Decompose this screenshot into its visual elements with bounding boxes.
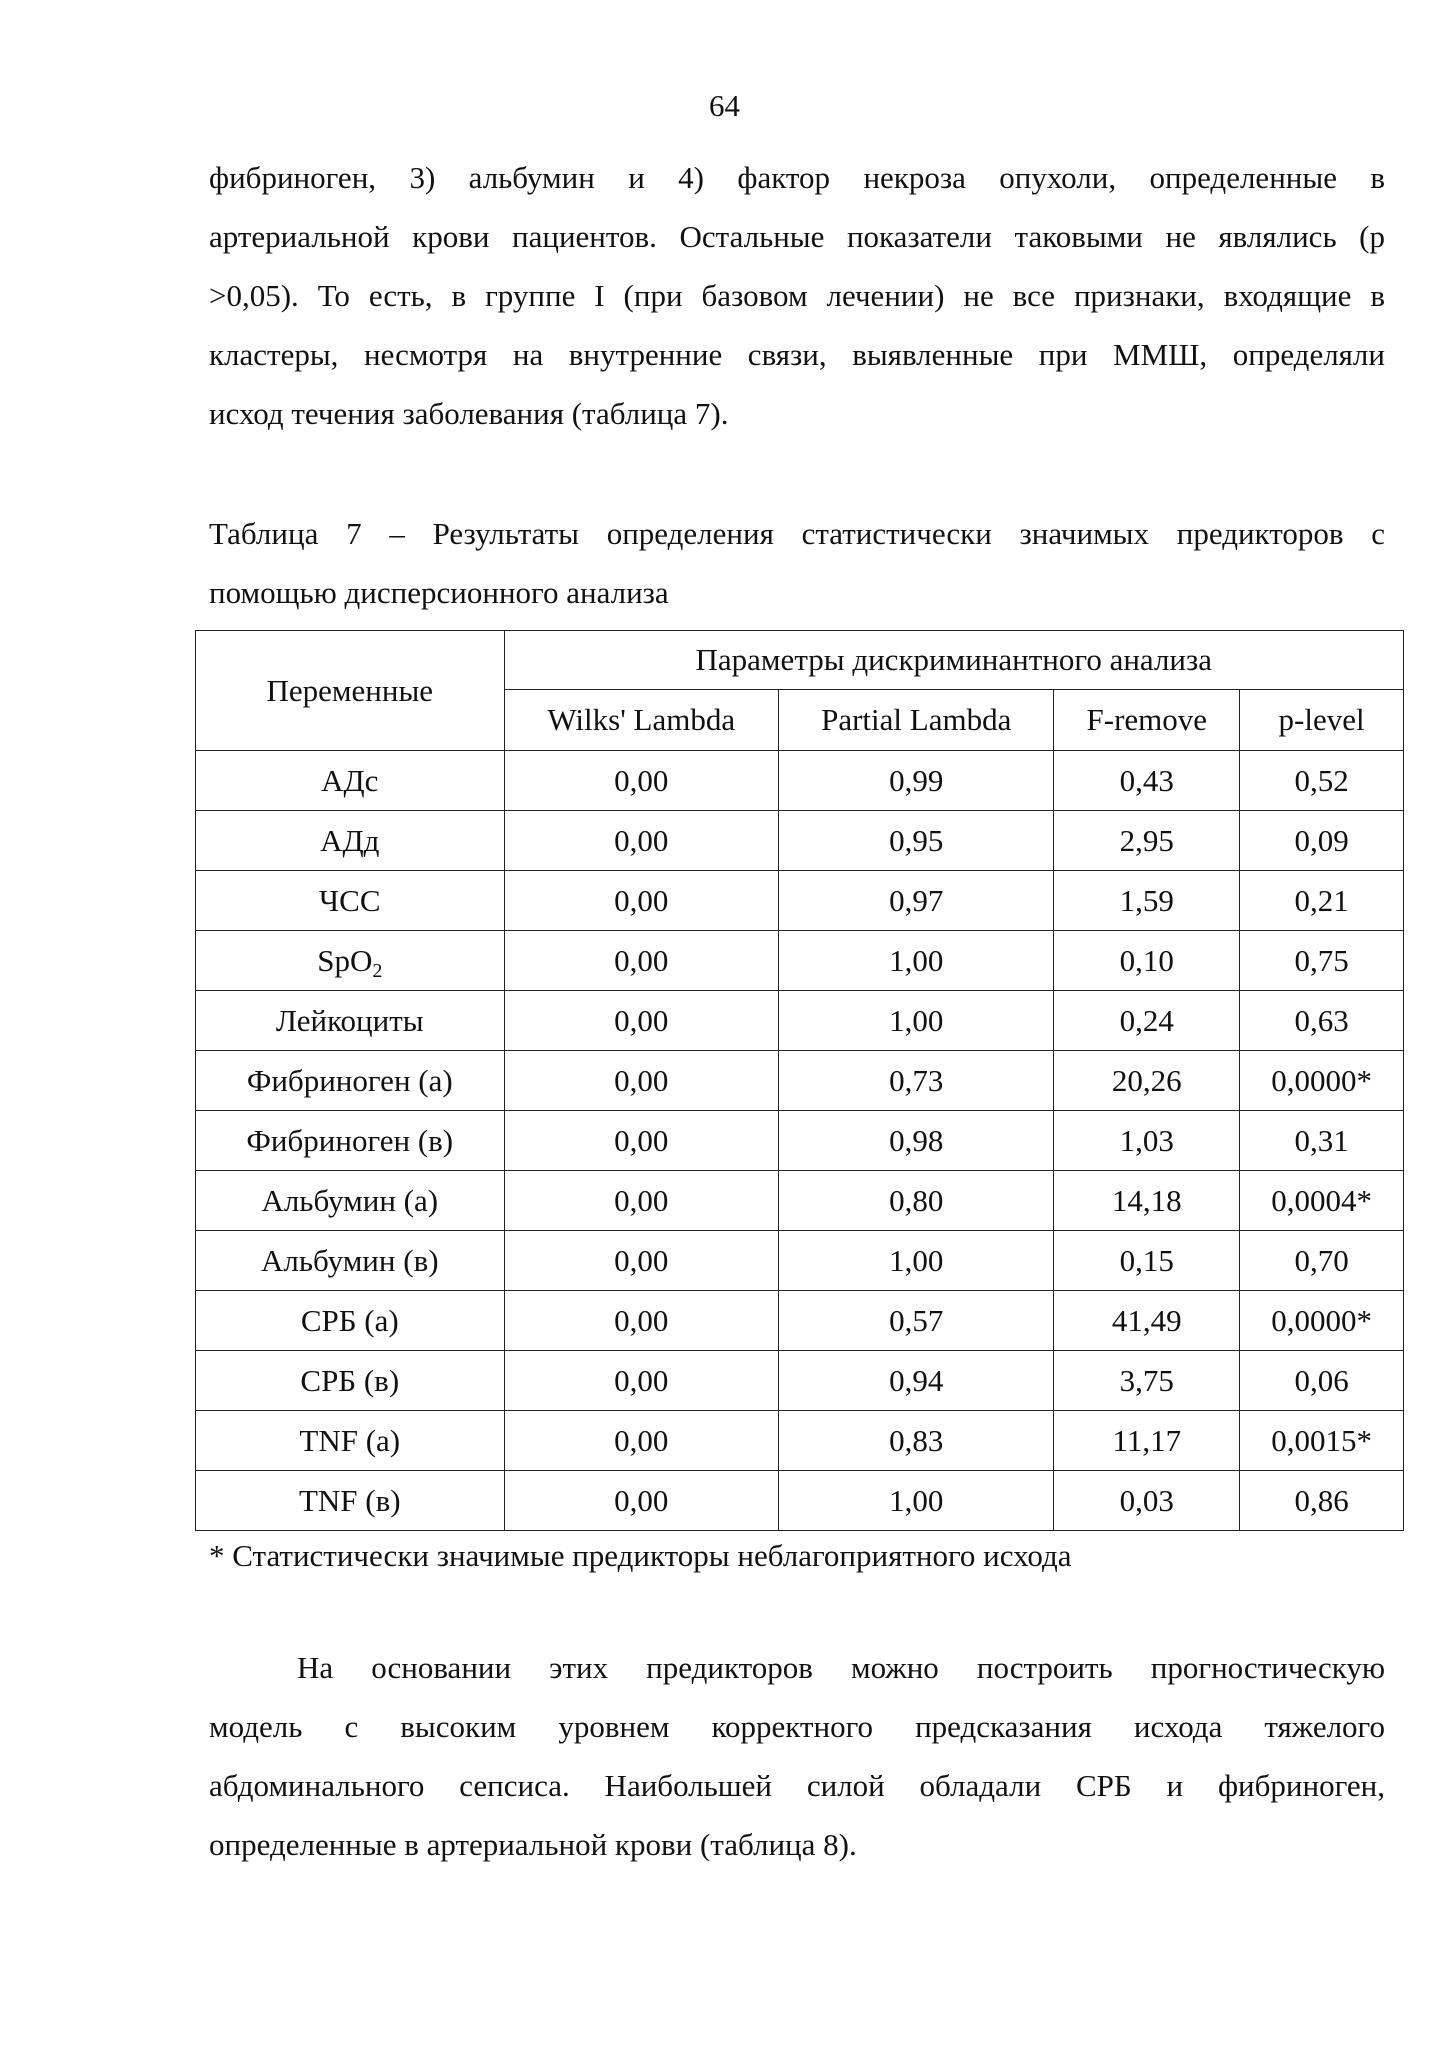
value-cell: 0,00 bbox=[504, 811, 778, 871]
variable-name-cell bbox=[196, 1291, 505, 1351]
text-line: кластеры, несмотря на внутренние связи, выявленные при ММШ, определяли bbox=[209, 337, 1385, 372]
variable-name: TNF (в) bbox=[298, 1482, 401, 1518]
value-cell: 0,03 bbox=[1054, 1471, 1240, 1531]
value-cell: 1,00 bbox=[779, 991, 1054, 1051]
value-cell: 0,00 bbox=[504, 871, 778, 931]
table-footnote: * Статистически значимые предикторы неблагоприятного исхода bbox=[209, 1538, 1072, 1573]
variable-name: АДд bbox=[320, 822, 380, 858]
value-cell: 1,00 bbox=[779, 931, 1054, 991]
conclusion-paragraph bbox=[209, 1638, 1385, 1874]
value-cell: 0,00 bbox=[504, 1351, 778, 1411]
variable-name-cell bbox=[196, 1231, 505, 1291]
variable-name-cell bbox=[196, 931, 505, 991]
value-cell: 0,31 bbox=[1240, 1111, 1404, 1171]
value-cell: 0,00 bbox=[504, 1051, 778, 1111]
value-cell: 41,49 bbox=[1054, 1291, 1240, 1351]
value-cell: 0,99 bbox=[779, 751, 1054, 811]
value-cell: 0,00 bbox=[504, 751, 778, 811]
variable-name: Фибриноген (а) bbox=[246, 1062, 453, 1098]
value-cell: 0,80 bbox=[779, 1171, 1054, 1231]
value-cell: 0,09 bbox=[1240, 811, 1404, 871]
value-cell: 0,73 bbox=[779, 1051, 1054, 1111]
variable-name-cell bbox=[196, 811, 505, 871]
value-cell: 0,00 bbox=[504, 1231, 778, 1291]
value-cell: 1,03 bbox=[1054, 1111, 1240, 1171]
text-line: >0,05). То есть, в группе I (при базовом лечении) не все признаки, входящие в bbox=[209, 278, 1385, 313]
variable-name-cell bbox=[196, 1111, 505, 1171]
value-cell: 0,94 bbox=[779, 1351, 1054, 1411]
value-cell: 0,0004* bbox=[1240, 1171, 1404, 1231]
table-row bbox=[196, 931, 1404, 991]
value-cell: 0,0000* bbox=[1240, 1051, 1404, 1111]
variable-name-cell bbox=[196, 1411, 505, 1471]
variable-name-cell bbox=[196, 1351, 505, 1411]
group-header: Параметры дискриминантного анализа bbox=[504, 631, 1403, 690]
table-row bbox=[196, 1291, 1404, 1351]
value-cell: 0,63 bbox=[1240, 991, 1404, 1051]
table-row bbox=[196, 1051, 1404, 1111]
value-cell: 0,00 bbox=[504, 1111, 778, 1171]
table-row bbox=[196, 1471, 1404, 1531]
variable-name-cell bbox=[196, 751, 505, 811]
value-cell: 1,59 bbox=[1054, 871, 1240, 931]
value-cell: 2,95 bbox=[1054, 811, 1240, 871]
table-caption bbox=[209, 504, 1385, 622]
variable-name-cell bbox=[196, 1171, 505, 1231]
variable-name: TNF (а) bbox=[299, 1422, 401, 1458]
column-header: p-level bbox=[1240, 690, 1404, 751]
text-line: На основании этих предикторов можно построить прогностическую bbox=[297, 1650, 1385, 1685]
table-row bbox=[196, 1411, 1404, 1471]
text-line: модель с высоким уровнем корректного предсказания исхода тяжелого bbox=[209, 1709, 1385, 1744]
variable-name: АДс bbox=[321, 762, 379, 798]
column-header: F-remove bbox=[1054, 690, 1240, 751]
value-cell: 0,00 bbox=[504, 1171, 778, 1231]
value-cell: 0,98 bbox=[779, 1111, 1054, 1171]
variable-name-cell bbox=[196, 871, 505, 931]
value-cell: 0,97 bbox=[779, 871, 1054, 931]
value-cell: 0,15 bbox=[1054, 1231, 1240, 1291]
variable-name: Лейкоциты bbox=[275, 1002, 424, 1038]
value-cell: 0,10 bbox=[1054, 931, 1240, 991]
value-cell: 11,17 bbox=[1054, 1411, 1240, 1471]
value-cell: 14,18 bbox=[1054, 1171, 1240, 1231]
variable-name-cell bbox=[196, 991, 505, 1051]
value-cell: 0,00 bbox=[504, 991, 778, 1051]
value-cell: 0,06 bbox=[1240, 1351, 1404, 1411]
table-row bbox=[196, 1351, 1404, 1411]
value-cell: 1,00 bbox=[779, 1231, 1054, 1291]
variable-subscript: 2 bbox=[372, 959, 383, 982]
variables-header: Переменные bbox=[196, 631, 505, 751]
value-cell: 0,75 bbox=[1240, 931, 1404, 991]
page-number: 64 bbox=[709, 88, 740, 123]
value-cell: 0,0015* bbox=[1240, 1411, 1404, 1471]
text-line: фибриноген, 3) альбумин и 4) фактор некроза опухоли, определенные в bbox=[209, 160, 1385, 195]
column-header: Partial Lambda bbox=[779, 690, 1054, 751]
value-cell: 0,95 bbox=[779, 811, 1054, 871]
value-cell: 0,86 bbox=[1240, 1471, 1404, 1531]
value-cell: 20,26 bbox=[1054, 1051, 1240, 1111]
value-cell: 0,00 bbox=[504, 931, 778, 991]
value-cell: 0,00 bbox=[504, 1411, 778, 1471]
table-body bbox=[196, 751, 1404, 1531]
variable-name: Альбумин (а) bbox=[261, 1182, 439, 1218]
variable-name-cell bbox=[196, 1051, 505, 1111]
variable-name-cell bbox=[196, 1471, 505, 1531]
table-row bbox=[196, 811, 1404, 871]
variable-name: ЧСС bbox=[319, 882, 381, 918]
value-cell: 0,0000* bbox=[1240, 1291, 1404, 1351]
text-line: исход течения заболевания (таблица 7). bbox=[209, 396, 729, 431]
text-line: определенные в артериальной крови (таблица 8). bbox=[209, 1827, 857, 1862]
table-row bbox=[196, 991, 1404, 1051]
variable-name: Фибриноген (в) bbox=[246, 1122, 454, 1158]
results-table bbox=[195, 630, 1404, 1531]
value-cell: 0,52 bbox=[1240, 751, 1404, 811]
value-cell: 0,70 bbox=[1240, 1231, 1404, 1291]
variable-name: SpO bbox=[317, 942, 373, 978]
value-cell: 0,83 bbox=[779, 1411, 1054, 1471]
column-header: Wilks' Lambda bbox=[504, 690, 778, 751]
value-cell: 0,24 bbox=[1054, 991, 1240, 1051]
value-cell: 1,00 bbox=[779, 1471, 1054, 1531]
variable-name: СРБ (а) bbox=[300, 1302, 399, 1338]
value-cell: 0,43 bbox=[1054, 751, 1240, 811]
value-cell: 0,57 bbox=[779, 1291, 1054, 1351]
value-cell: 0,21 bbox=[1240, 871, 1404, 931]
intro-paragraph bbox=[209, 148, 1385, 443]
table-row bbox=[196, 1231, 1404, 1291]
table-row bbox=[196, 1111, 1404, 1171]
variable-name: СРБ (в) bbox=[300, 1362, 400, 1398]
caption-line: помощью дисперсионного анализа bbox=[209, 575, 669, 610]
value-cell: 0,00 bbox=[504, 1471, 778, 1531]
table-row bbox=[196, 751, 1404, 811]
value-cell: 3,75 bbox=[1054, 1351, 1240, 1411]
value-cell: 0,00 bbox=[504, 1291, 778, 1351]
caption-line: Таблица 7 – Результаты определения статистически значимых предикторов с bbox=[209, 516, 1385, 551]
text-line: артериальной крови пациентов. Остальные показатели таковыми не являлись (р bbox=[209, 219, 1385, 254]
table-row bbox=[196, 1171, 1404, 1231]
variable-name: Альбумин (в) bbox=[261, 1242, 439, 1278]
text-line: абдоминального сепсиса. Наибольшей силой обладали СРБ и фибриноген, bbox=[209, 1768, 1385, 1803]
table-row bbox=[196, 871, 1404, 931]
